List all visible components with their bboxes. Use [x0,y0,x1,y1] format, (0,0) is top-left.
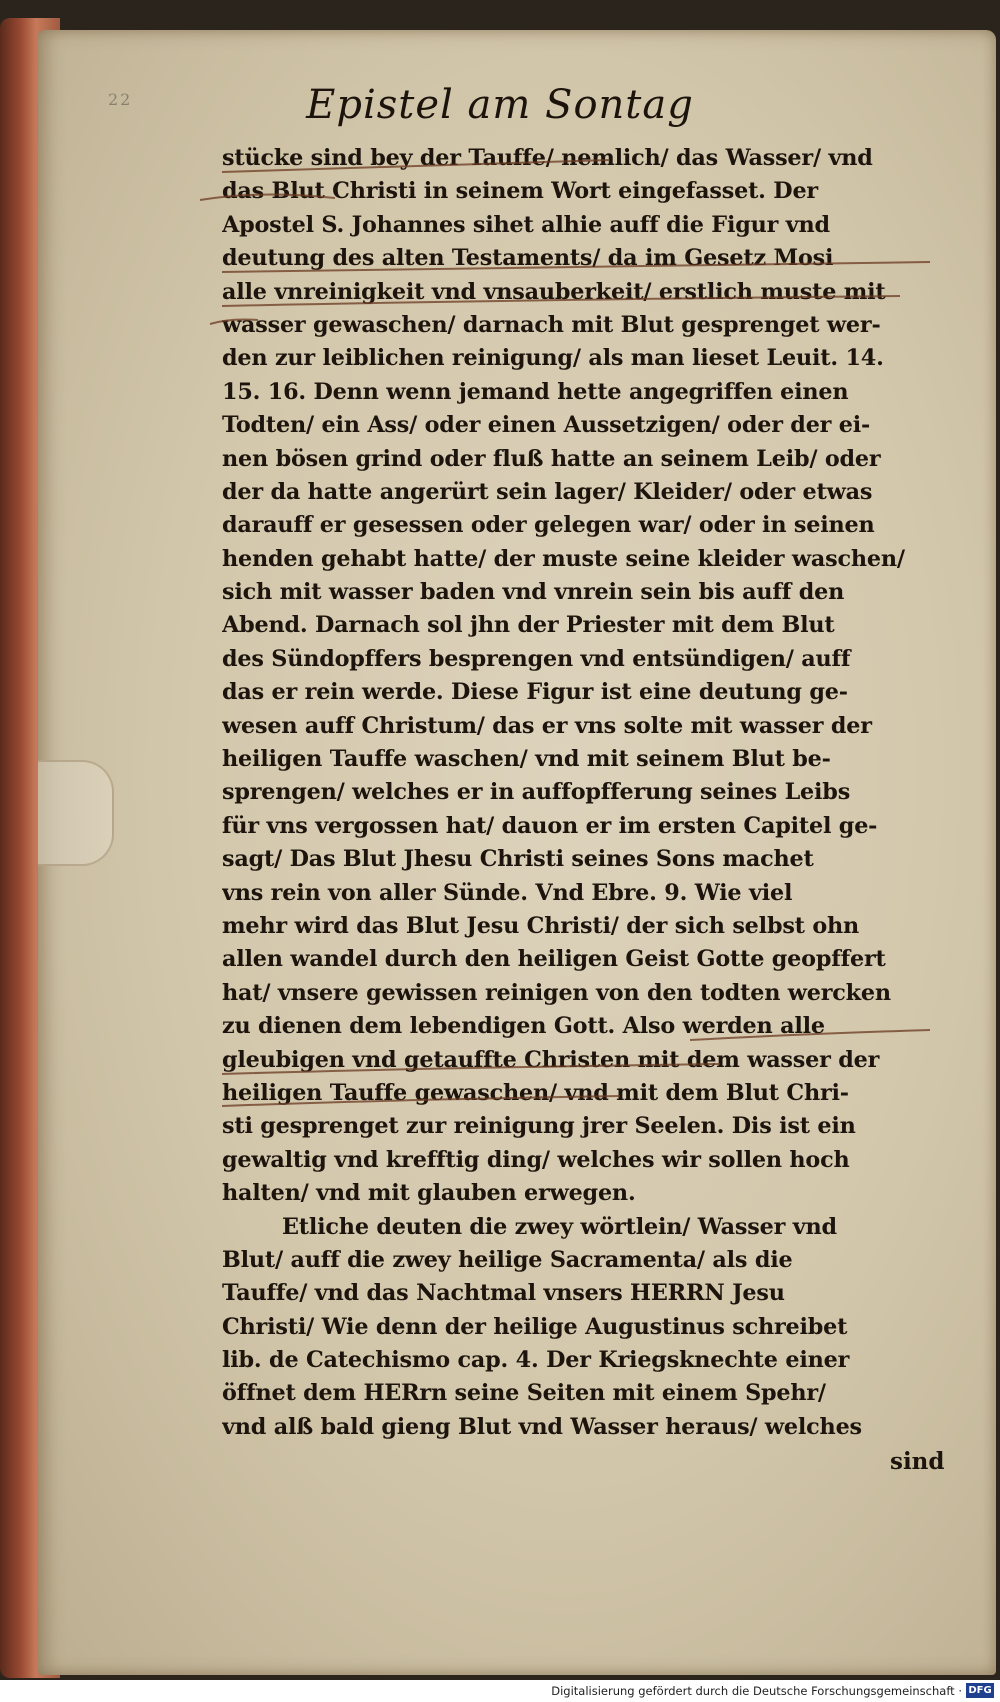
text-line: den zur leiblichen reinigung/ als man lieset Leuit. 14. [222,345,884,372]
underline-stroke [222,296,900,306]
marginal-note: 22 [108,90,133,109]
text-line: wasser gewaschen/ darnach mit Blut gesprenget wer- [222,311,881,338]
text-line: vns rein von aller Sünde. Vnd Ebre. 9. Wie viel [222,879,793,906]
underline-stroke [222,160,610,172]
text-line: heiligen Tauffe waschen/ vnd mit seinem Blut be- [222,746,831,773]
underline-stroke [210,320,258,325]
text-line: wesen auff Christum/ das er vns solte mit wasser der [222,712,872,739]
text-line: der da hatte angerürt sein lager/ Kleider/ oder etwas [222,478,873,505]
text-line: gewaltig vnd krefftig ding/ welches wir sollen hoch [222,1146,850,1173]
catchword: sind [890,1448,945,1475]
text-line: darauff er gesessen oder gelegen war/ oder in seinen [222,512,875,539]
text-line: Tauffe/ vnd das Nachtmal vnsers HERRN Jesu [222,1280,785,1307]
text-line: zu dienen dem lebendigen Gott. Also werden alle [222,1013,825,1040]
underline-stroke [222,1096,620,1106]
text-line: alle vnreinigkeit vnd vnsauberkeit/ erstlich muste mit [222,278,886,305]
text-line: das Blut Christi in seinem Wort eingefasset. Der [222,178,818,205]
underline-stroke [200,194,335,200]
text-line: 15. 16. Denn wenn jemand hette angegriffen einen [222,378,849,405]
text-line: deutung des alten Testaments/ da im Gesetz Mosi [222,245,834,272]
digitization-credit: Digitalisierung gefördert durch die Deutsche Forschungsgemeinschaft · [551,1684,962,1698]
text-line: stücke sind bey der Tauffe/ nemlich/ das Wasser/ vnd [222,145,873,171]
text-line: allen wandel durch den heiligen Geist Gotte geopffert [222,946,886,973]
text-line: sagt/ Das Blut Jhesu Christi seines Sons machet [222,846,814,873]
text-line: Apostel S. Johannes sihet alhie auff die Figur vnd [222,211,830,238]
text-line: hat/ vnsere gewissen reinigen von den todten wercken [222,979,891,1006]
text-line: nen bösen grind oder fluß hatte an seinem Leib/ oder [222,445,881,472]
text-line: öffnet dem HERrn seine Seiten mit einem Spehr/ [222,1380,826,1407]
underline-stroke [222,1064,720,1074]
text-line: vnd alß bald gieng Blut vnd Wasser heraus/ welches [222,1413,862,1440]
underline-stroke [222,262,930,272]
text-line: des Sündopffers besprengen vnd entsündigen/ auff [222,645,851,672]
paragraph-start-line: Etliche deuten die zwey wörtlein/ Wasser vnd [282,1213,837,1240]
text-line: Christi/ Wie denn der heilige Augustinus schreibet [222,1313,848,1340]
text-line: sti gesprenget zur reinigung jrer Seelen. Dis ist ein [222,1113,856,1140]
text-line: gleubigen vnd getauffte Christen mit dem wasser der [222,1046,880,1073]
running-head: Epistel am Sontag [306,82,694,128]
text-line: Abend. Darnach sol jhn der Priester mit dem Blut [222,612,835,639]
text-line: sprengen/ welches er in auffopfferung seines Leibs [222,779,851,806]
dfg-logo: DFG [966,1683,994,1698]
text-line: heiligen Tauffe gewaschen/ vnd mit dem Blut Chri- [222,1079,849,1106]
text-line: mehr wird das Blut Jesu Christi/ der sich selbst ohn [222,912,860,939]
text-line: lib. de Catechismo cap. 4. Der Kriegsknechte einer [222,1347,850,1374]
text-line: Blut/ auff die zwey heilige Sacramenta/ als die [222,1246,793,1273]
text-line: halten/ vnd mit glauben erwegen. [222,1180,636,1207]
text-line: für vns vergossen hat/ dauon er im ersten Capitel ge- [222,812,878,839]
text-line: das er rein werde. Diese Figur ist eine deutung ge- [222,679,848,706]
text-line: sich mit wasser baden vnd vnrein sein bis auff den [222,579,845,606]
text-line: Todten/ ein Ass/ oder einen Aussetzigen/ oder der ei- [222,412,871,439]
underline-stroke [690,1030,930,1040]
text-line: henden gehabt hatte/ der muste seine kleider waschen/ [222,545,905,572]
